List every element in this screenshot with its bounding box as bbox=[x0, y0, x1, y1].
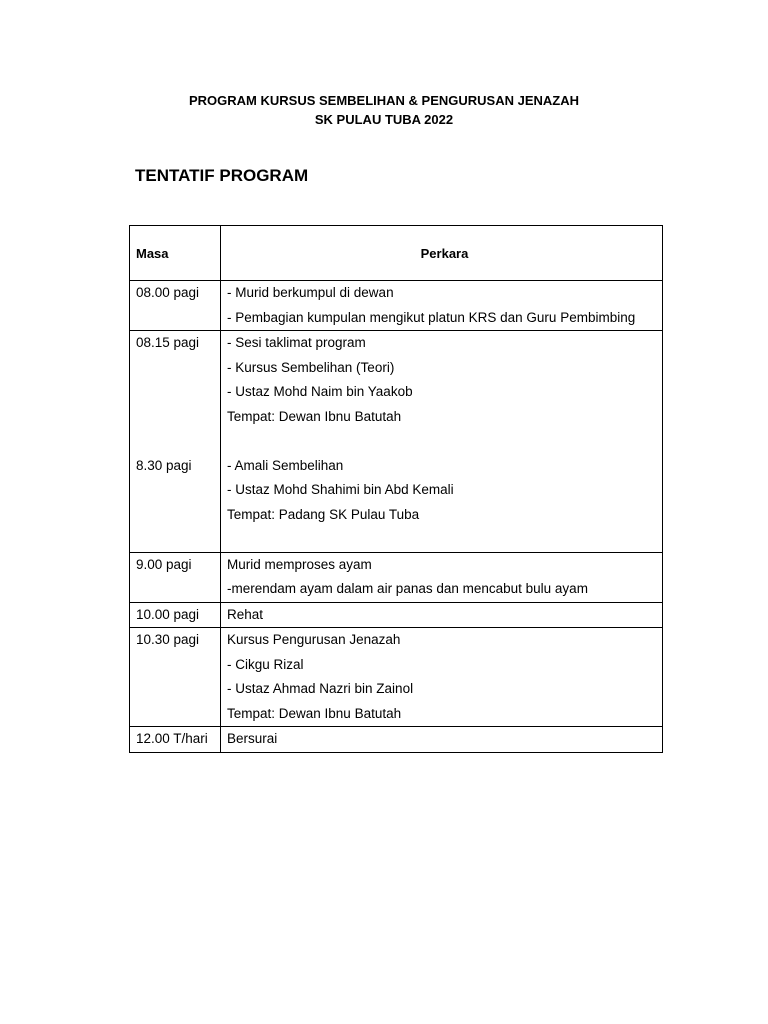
activity-cell bbox=[221, 552, 663, 602]
header-masa: Masa bbox=[130, 226, 221, 281]
activity-line: - Ustaz Mohd Shahimi bin Abd Kemali bbox=[227, 482, 454, 497]
document-title-line-2: SK PULAU TUBA 2022 bbox=[314, 112, 454, 127]
time-value: 8.30 pagi bbox=[136, 457, 192, 473]
document-title-line-1: PROGRAM KURSUS SEMBELIHAN & PENGURUSAN JENAZAH bbox=[188, 93, 580, 108]
time-value: 10.00 pagi bbox=[136, 606, 200, 622]
activity-line: - Amali Sembelihan bbox=[227, 457, 344, 473]
activity-cell bbox=[221, 331, 663, 553]
table-row bbox=[130, 727, 663, 753]
schedule-table bbox=[129, 225, 663, 753]
activity-line: Kursus Pengurusan Jenazah bbox=[227, 632, 401, 647]
time-cell bbox=[130, 281, 221, 331]
activity-line: - Pembagian kumpulan mengikut platun KRS dan Guru Pembimbing bbox=[227, 309, 636, 325]
activity-line: -merendam ayam dalam air panas dan mencabut bulu ayam bbox=[227, 581, 588, 596]
activity-line: Murid memproses ayam bbox=[227, 556, 372, 572]
section-heading: TENTATIF PROGRAM bbox=[135, 166, 309, 185]
time-value: 10.30 pagi bbox=[136, 632, 200, 647]
activity-line: - Murid berkumpul di dewan bbox=[227, 285, 394, 300]
activity-line: Bersurai bbox=[227, 731, 278, 746]
activity-line: - Ustaz Mohd Naim bin Yaakob bbox=[227, 384, 413, 399]
activity-cell bbox=[221, 727, 663, 753]
activity-cell bbox=[221, 281, 663, 331]
activity-cell bbox=[221, 602, 663, 628]
table-row bbox=[130, 331, 663, 553]
time-cell bbox=[130, 727, 221, 753]
time-cell bbox=[130, 602, 221, 628]
table-row bbox=[130, 628, 663, 727]
activity-line: Rehat bbox=[227, 606, 264, 622]
activity-line: - Sesi taklimat program bbox=[227, 335, 366, 350]
time-value: 12.00 T/hari bbox=[136, 731, 208, 746]
activity-line: Tempat: Dewan Ibnu Batutah bbox=[227, 705, 402, 721]
time-value: 08.15 pagi bbox=[136, 335, 200, 350]
time-value: 9.00 pagi bbox=[136, 556, 192, 572]
activity-line: - Ustaz Ahmad Nazri bin Zainol bbox=[227, 681, 414, 696]
time-value: 08.00 pagi bbox=[136, 285, 200, 300]
activity-line: Tempat: Padang SK Pulau Tuba bbox=[227, 506, 420, 522]
time-cell bbox=[130, 628, 221, 727]
activity-line: Tempat: Dewan Ibnu Batutah bbox=[227, 408, 402, 424]
table-row bbox=[130, 552, 663, 602]
activity-line: - Kursus Sembelihan (Teori) bbox=[227, 359, 395, 375]
table-row bbox=[130, 602, 663, 628]
time-cell bbox=[130, 552, 221, 602]
header-perkara: Perkara bbox=[221, 226, 663, 281]
table-header-row bbox=[130, 226, 663, 281]
time-cell bbox=[130, 331, 221, 553]
table-row bbox=[130, 281, 663, 331]
activity-cell bbox=[221, 628, 663, 727]
activity-line: - Cikgu Rizal bbox=[227, 656, 304, 672]
